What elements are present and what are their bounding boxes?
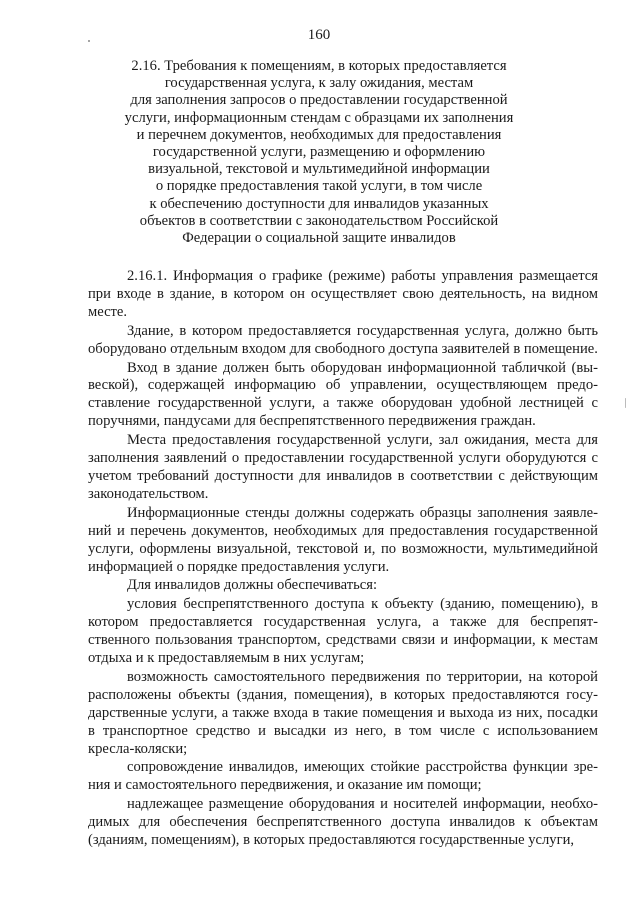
- paragraph-entrance-sign: Вход в здание должен быть оборудован информационной табличкой (вывеской), содержащей информацию об управлении, осуществляющем предоставление государственной услуги, а также оборудован удобной лестницей с поручнями, пандусами для беспрепятственного передвижения граждан.: [88, 359, 598, 430]
- paragraph-schedule-info: 2.16.1. Информация о графике (режиме) работы управления размещается при входе в здание, в котором он осуществляет свою деятельность, на видном месте.: [88, 268, 598, 320]
- heading-line: и перечнем документов, необходимых для предоставления: [136, 126, 502, 143]
- heading-line: услуги, информационным стендам с образцами их заполнения: [124, 109, 514, 126]
- heading-line: государственная услуга, к залу ожидания, местам: [164, 75, 474, 92]
- heading-line: визуальной, текстовой и мультимедийной информации: [148, 161, 490, 178]
- section-heading: [80, 58, 558, 247]
- paragraph-equipment: надлежащее размещение оборудования и носителей информации, необходимых для обеспечения беспрепятственного доступа инвалидов к объектам (зданиям, помещениям), в которых предоставляются государственные услуги,: [88, 796, 598, 849]
- heading-line: Федерации о социальной защите инвалидов: [182, 230, 456, 247]
- heading-line: государственной услуги, размещению и оформлению: [152, 144, 486, 161]
- paragraph-disabled-intro: Для инвалидов должны обеспечиваться:: [127, 577, 378, 594]
- heading-line: объектов в соответствии с законодательством Российской: [139, 212, 499, 229]
- paragraph-movement: возможность самостоятельного передвижения по территории, на которой расположены объекты (здания, помещения), в которых предоставляются государственные услуги, а также входа в такие помещения и выхода из них, посадки в транспортное средство и высадки из него, в том числе с использованием кресла-коляски;: [88, 668, 598, 757]
- heading-line: для заполнения запросов о предоставлении государственной: [130, 92, 508, 109]
- paragraph-access-conditions: условия беспрепятственного доступа к объекту (зданию, помещению), в котором предоставляется государственная услуга, а также для беспрепятственного пользования транспортом, средствами связи и информации, к местам отдыха и к предоставляемым в них услугам;: [88, 596, 598, 667]
- heading-line: к обеспечению доступности для инвалидов указанных: [149, 195, 489, 212]
- page-number: 160: [307, 27, 331, 43]
- paragraph-escort: сопровождение инвалидов, имеющих стойкие расстройства функции зрения и самостоятельного передвижения, и оказание им помощи;: [88, 759, 598, 794]
- scan-speck: [625, 398, 626, 408]
- paragraph-building-entrance: Здание, в котором предоставляется государственная услуга, должно быть оборудовано отдельным входом для свободного доступа заявителей в помещение.: [88, 322, 598, 357]
- paragraph-info-stands: Информационные стенды должны содержать образцы заполнения заявлений и перечень документов, необходимых для предоставления государственной услуги, оформлены визуальной, текстовой и, по возможности, мультимедийной информацией о порядке предоставления услуги.: [88, 504, 598, 575]
- body-text: [88, 268, 598, 850]
- heading-line: 2.16. Требования к помещениям, в которых предоставляется: [131, 58, 507, 74]
- scan-speck: [88, 40, 90, 42]
- heading-line: о порядке предоставления такой услуги, в том числе: [155, 178, 483, 195]
- paragraph-service-places: Места предоставления государственной услуги, зал ожидания, места для заполнения заявлений о предоставлении государственной услуги оборудуются с учетом требований доступности для инвалидов в соответствии с действующим законодательством.: [88, 432, 598, 502]
